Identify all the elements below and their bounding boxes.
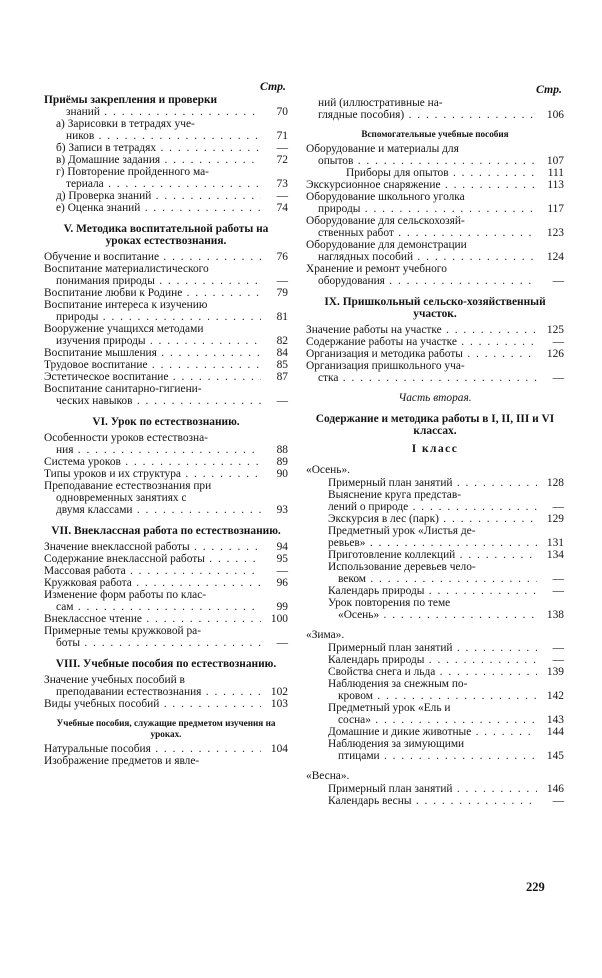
toc-entry — [44, 275, 288, 287]
toc-entry — [44, 202, 288, 214]
toc-entry-title: Внеклассное чтение . . . — [44, 613, 261, 625]
toc-entry-title: Организация пришкольного уча- — [306, 360, 465, 372]
toc-entry — [44, 743, 288, 755]
toc-entry-title: Урок повторения по теме — [328, 597, 451, 609]
toc-entry — [306, 336, 564, 348]
toc-entry-title: Оборудование для сельскохозяй- — [306, 215, 465, 227]
toc-entry-page: — — [552, 795, 564, 807]
toc-entry-title: Содержание работы на участке . . . — [306, 336, 537, 348]
page-column-label: Стр. — [259, 79, 286, 93]
toc-entry-title: «Осень» . . . — [338, 609, 537, 621]
class-heading: I класс — [411, 443, 459, 455]
toc-entry-page: 102 — [270, 686, 288, 698]
toc-entry-page: 145 — [546, 750, 564, 762]
toc-entry-page: 113 — [547, 179, 564, 191]
toc-entry-title: Наблюдения за снежным по- — [328, 678, 468, 690]
toc-entry-page: 142 — [546, 690, 564, 702]
season-heading: «Зима». — [306, 629, 345, 641]
toc-entry-title: Приборы для опытов . . . — [346, 167, 537, 179]
toc-entry-title: Экскурсия в лес (парк) . . . — [328, 513, 537, 525]
toc-entry-title: Преподавание естествознания при — [44, 480, 212, 492]
toc-entry-page: 95 — [276, 553, 288, 565]
toc-entry-title: Система уроков . . . — [44, 456, 261, 468]
toc-entry-title: Приёмы закрепления и проверки — [44, 94, 218, 106]
toc-entry-title: Трудовое воспитание . . . — [44, 359, 261, 371]
toc-entry — [306, 513, 564, 525]
toc-entry-title: природы . . . — [318, 203, 537, 215]
toc-entry-title: г) Повторение пройденного ма- — [56, 166, 209, 178]
toc-entry — [44, 395, 288, 407]
season-heading: «Весна». — [306, 770, 350, 782]
toc-entry-title: птицами . . . — [338, 750, 537, 762]
toc-entry — [44, 492, 288, 504]
toc-entry-page: 84 — [276, 347, 288, 359]
toc-entry — [306, 167, 564, 179]
toc-entry-title: Типы уроков и их структура . . . — [44, 468, 261, 480]
toc-entry — [44, 601, 288, 613]
toc-entry — [44, 625, 288, 637]
toc-entry — [306, 525, 564, 537]
toc-entry — [44, 323, 288, 335]
toc-entry-title: д) Проверка знаний . . . — [56, 190, 261, 202]
toc-entry-page: 76 — [276, 251, 288, 263]
toc-entry-title: Наблюдения за зимующими — [328, 738, 465, 750]
toc-entry — [44, 637, 288, 649]
toc-entry-page: 79 — [276, 287, 288, 299]
toc-entry — [306, 654, 564, 666]
toc-entry — [44, 686, 288, 698]
toc-entry-page: — — [552, 372, 564, 384]
toc-entry — [306, 573, 564, 585]
toc-entry-title: ния . . . — [56, 444, 261, 456]
toc-entry-title: глядные пособия) . . . — [318, 109, 537, 121]
toc-entry — [44, 142, 288, 154]
toc-entry — [44, 335, 288, 347]
toc-entry-page: — — [552, 275, 564, 287]
toc-entry-title: б) Записи в тетрадях . . . — [56, 142, 261, 154]
toc-entry-title: ревьев» . . . — [328, 537, 537, 549]
toc-entry-title: Воспитание интереса к изучению — [44, 299, 208, 311]
toc-entry-page: — — [552, 501, 564, 513]
toc-entry-title: Свойства снега и льда . . . — [328, 666, 537, 678]
toc-entry-title: природы . . . — [56, 311, 261, 323]
toc-entry — [44, 347, 288, 359]
toc-entry-title: знаний . . . — [66, 106, 261, 118]
subsection-heading: Вспомогательные учебные пособия — [361, 129, 509, 139]
toc-entry-page: — — [552, 642, 564, 654]
toc-entry-title: сосна» . . . — [338, 714, 537, 726]
toc-entry-page: 99 — [276, 601, 288, 613]
toc-entry — [44, 178, 288, 190]
left-column — [44, 70, 288, 767]
toc-entry — [306, 489, 564, 501]
toc-entry — [306, 597, 564, 609]
toc-entry — [44, 553, 288, 565]
toc-entry-title: наглядных пособий . . . — [318, 251, 537, 263]
toc-entry-page: 144 — [546, 726, 564, 738]
toc-entry — [44, 577, 288, 589]
toc-entry-title: Оборудование школьного уголка — [306, 191, 465, 203]
toc-entry-page: 90 — [276, 468, 288, 480]
toc-entry-title: Календарь природы . . . — [328, 654, 537, 666]
toc-entry-page: 138 — [546, 609, 564, 621]
toc-entry — [306, 678, 564, 690]
page-column-label: Стр. — [535, 82, 562, 96]
toc-entry-title: Оборудование для демонстрации — [306, 239, 467, 251]
toc-entry — [44, 432, 288, 444]
toc-entry-title: кровом . . . — [338, 690, 537, 702]
toc-entry-title: Содержание внеклассной работы . . . — [44, 553, 261, 565]
toc-entry-title: Приготовление коллекций . . . — [328, 549, 537, 561]
toc-entry-page: 125 — [546, 324, 564, 336]
toc-entry — [306, 275, 564, 287]
toc-entry-page: 104 — [270, 743, 288, 755]
section-heading: VIII. Учебные пособия по естествознанию. — [55, 658, 277, 670]
toc-entry — [306, 714, 564, 726]
toc-entry-page: 139 — [546, 666, 564, 678]
toc-entry-title: териала . . . — [66, 178, 261, 190]
section-heading: IX. Пришкольный сельско-хозяйственный участок. — [324, 296, 546, 320]
toc-entry-page: 126 — [546, 348, 564, 360]
toc-entry — [44, 613, 288, 625]
toc-entry — [44, 154, 288, 166]
toc-entry — [44, 371, 288, 383]
toc-entry — [306, 549, 564, 561]
toc-entry — [44, 190, 288, 202]
toc-entry-page: — — [276, 275, 288, 287]
toc-entry — [44, 468, 288, 480]
toc-entry-title: сам . . . — [56, 601, 261, 613]
toc-entry — [306, 750, 564, 762]
toc-entry-title: ний (иллюстративные на- — [318, 97, 443, 109]
toc-entry-page: 88 — [276, 444, 288, 456]
subsection-heading: Учебные пособия, служащие предметом изучения на уроках. — [56, 718, 276, 739]
toc-entry — [44, 106, 288, 118]
toc-entry-page: 131 — [546, 537, 564, 549]
toc-entry-page: 87 — [276, 371, 288, 383]
toc-entry — [306, 155, 564, 167]
toc-entry-title: Воспитание любви к Родине . . . — [44, 287, 261, 299]
toc-entry-page: — — [552, 573, 564, 585]
toc-entry — [306, 109, 564, 121]
toc-entry-title: лений о природе . . . — [328, 501, 537, 513]
toc-entry-title: Значение учебных пособий в — [44, 674, 185, 686]
toc-entry-title: Примерный план занятий . . . — [328, 477, 537, 489]
toc-entry — [306, 795, 564, 807]
toc-entry-title: Воспитание мышления . . . — [44, 347, 261, 359]
toc-entry — [44, 118, 288, 130]
toc-entry-title: Массовая работа . . . — [44, 565, 261, 577]
toc-entry — [306, 191, 564, 203]
toc-entry-title: Натуральные пособия . . . — [44, 743, 261, 755]
toc-entry-page: — — [552, 654, 564, 666]
toc-entry-page: 82 — [276, 335, 288, 347]
toc-entry — [306, 203, 564, 215]
toc-entry-page: 106 — [546, 109, 564, 121]
toc-entry-title: преподавании естествознания . . . — [56, 686, 261, 698]
toc-entry-title: Воспитание материалистического — [44, 263, 209, 275]
toc-entry-page: 89 — [276, 456, 288, 468]
section-heading: V. Методика воспитательной работы на уроках естествознания. — [63, 223, 269, 247]
toc-entry-title: понимания природы . . . — [56, 275, 261, 287]
toc-entry — [44, 130, 288, 142]
toc-entry-page: 93 — [276, 504, 288, 516]
toc-entry-title: стка . . . — [318, 372, 537, 384]
toc-entry-title: Предметный урок «Ель и — [328, 702, 451, 714]
toc-entry-title: одновременных занятиях с — [56, 492, 187, 504]
toc-entry-title: ников . . . — [66, 130, 261, 142]
toc-entry-page: 85 — [276, 359, 288, 371]
toc-entry-page: 100 — [270, 613, 288, 625]
toc-entry — [306, 690, 564, 702]
toc-entry — [306, 348, 564, 360]
toc-entry-title: Вооружение учащихся методами — [44, 323, 204, 335]
toc-entry-title: Примерные темы кружковой ра- — [44, 625, 201, 637]
toc-entry-title: ственных работ . . . — [318, 227, 537, 239]
toc-entry-page: — — [552, 336, 564, 348]
section-heading: VII. Внеклассная работа по естествознанию. — [51, 525, 281, 537]
toc-entry-title: Домашние и дикие животные . . . — [328, 726, 537, 738]
toc-entry-page: 146 — [546, 783, 564, 795]
toc-entry-title: Примерный план занятий . . . — [328, 642, 537, 654]
toc-entry-page: 73 — [276, 178, 288, 190]
toc-entry-title: Особенности уроков естествозна- — [44, 432, 208, 444]
toc-entry-page: 117 — [547, 203, 564, 215]
toc-entry-title: Оборудование и материалы для — [306, 143, 459, 155]
toc-entry-page: 96 — [276, 577, 288, 589]
toc-entry-page: 70 — [276, 106, 288, 118]
toc-entry — [44, 287, 288, 299]
toc-entry — [306, 263, 564, 275]
toc-entry-page: 74 — [276, 202, 288, 214]
toc-entry — [44, 541, 288, 553]
section-heading: VI. Урок по естествознанию. — [92, 416, 240, 428]
toc-entry-page: 128 — [546, 477, 564, 489]
toc-entry — [306, 97, 564, 109]
season-heading: «Осень». — [306, 464, 351, 476]
toc-entry — [306, 324, 564, 336]
toc-entry-title: Хранение и ремонт учебного — [306, 263, 447, 275]
toc-entry-title: ческих навыков . . . — [56, 395, 261, 407]
toc-entry — [306, 783, 564, 795]
toc-entry-page: — — [276, 142, 288, 154]
toc-entry — [44, 755, 288, 767]
toc-entry — [44, 263, 288, 275]
toc-entry — [306, 251, 564, 263]
toc-entry-page: 143 — [546, 714, 564, 726]
toc-entry-title: Воспитание санитарно-гигиени- — [44, 383, 202, 395]
toc-entry — [306, 179, 564, 191]
toc-entry-title: изучения природы . . . — [56, 335, 261, 347]
toc-entry — [306, 227, 564, 239]
toc-entry — [306, 726, 564, 738]
toc-entry — [44, 166, 288, 178]
toc-entry — [306, 501, 564, 513]
toc-entry-title: Экскурсионное снаряжение . . . — [306, 179, 537, 191]
toc-entry — [306, 561, 564, 573]
right-column — [306, 70, 564, 807]
toc-entry-title: Выяснение круга представ- — [328, 489, 462, 501]
toc-entry — [306, 738, 564, 750]
toc-entry — [306, 477, 564, 489]
toc-entry-page: 81 — [276, 311, 288, 323]
toc-entry-page: 124 — [546, 251, 564, 263]
toc-entry-title: Организация и методика работы . . . — [306, 348, 537, 360]
toc-entry — [306, 215, 564, 227]
toc-entry — [306, 143, 564, 155]
toc-entry — [44, 589, 288, 601]
toc-entry — [306, 585, 564, 597]
toc-entry — [44, 444, 288, 456]
toc-entry — [306, 642, 564, 654]
toc-entry — [44, 504, 288, 516]
toc-entry-title: Обучение и воспитание . . . — [44, 251, 261, 263]
toc-entry — [44, 698, 288, 710]
toc-entry-title: Примерный план занятий . . . — [328, 783, 537, 795]
toc-entry — [306, 360, 564, 372]
toc-entry-page: 134 — [546, 549, 564, 561]
toc-entry — [44, 359, 288, 371]
toc-entry-title: Использование деревьев чело- — [328, 561, 476, 573]
toc-entry-title: двумя классами . . . — [56, 504, 261, 516]
toc-entry-page: — — [276, 190, 288, 202]
toc-entry — [44, 565, 288, 577]
toc-entry — [44, 299, 288, 311]
toc-entry-title: Значение работы на участке . . . — [306, 324, 537, 336]
toc-entry-page: 103 — [270, 698, 288, 710]
toc-entry-title: боты . . . — [56, 637, 261, 649]
toc-entry-title: в) Домашние задания . . . — [56, 154, 261, 166]
toc-entry — [306, 666, 564, 678]
page-number: 229 — [526, 880, 545, 894]
toc-entry-title: е) Оценка знаний . . . — [56, 202, 261, 214]
toc-entry-title: Эстетическое воспитание . . . — [44, 371, 261, 383]
toc-entry-page: 107 — [546, 155, 564, 167]
toc-entry-page: — — [276, 637, 288, 649]
toc-entry-title: Значение внеклассной работы . . . — [44, 541, 261, 553]
toc-entry-title: Изменение форм работы по клас- — [44, 589, 207, 601]
toc-entry-page: — — [276, 565, 288, 577]
toc-entry-page: 94 — [276, 541, 288, 553]
toc-entry-title: Изображение предметов и явле- — [44, 755, 200, 767]
toc-entry-page: 111 — [547, 167, 564, 179]
toc-entry-title: опытов . . . — [318, 155, 537, 167]
toc-entry — [306, 609, 564, 621]
toc-entry-page: 71 — [276, 130, 288, 142]
section-heading: Содержание и методика работы в I, II, III и VI классах. — [315, 413, 555, 437]
toc-entry-title: Календарь весны . . . — [328, 795, 537, 807]
toc-entry-page: — — [276, 395, 288, 407]
toc-entry — [306, 372, 564, 384]
toc-entry-title: а) Зарисовки в тетрадях уче- — [56, 118, 195, 130]
toc-entry-title: Виды учебных пособий . . . — [44, 698, 261, 710]
toc-entry-page: 123 — [546, 227, 564, 239]
toc-entry-title: веком . . . — [338, 573, 537, 585]
toc-entry — [44, 674, 288, 686]
toc-entry — [306, 702, 564, 714]
toc-entry — [44, 311, 288, 323]
toc-entry-title: оборудования . . . — [318, 275, 537, 287]
toc-entry-page: 129 — [546, 513, 564, 525]
toc-entry — [306, 537, 564, 549]
toc-entry — [44, 480, 288, 492]
part-heading: Часть вторая. — [398, 392, 472, 404]
toc-entry-title: Календарь природы . . . — [328, 585, 537, 597]
toc-entry — [44, 383, 288, 395]
toc-entry — [44, 456, 288, 468]
toc-entry-title: Предметный урок «Листья де- — [328, 525, 476, 537]
toc-entry-page: 72 — [276, 154, 288, 166]
toc-entry — [306, 239, 564, 251]
toc-entry — [44, 94, 288, 106]
toc-entry-title: Кружковая работа . . . — [44, 577, 261, 589]
toc-entry — [44, 251, 288, 263]
toc-entry-page: — — [552, 585, 564, 597]
